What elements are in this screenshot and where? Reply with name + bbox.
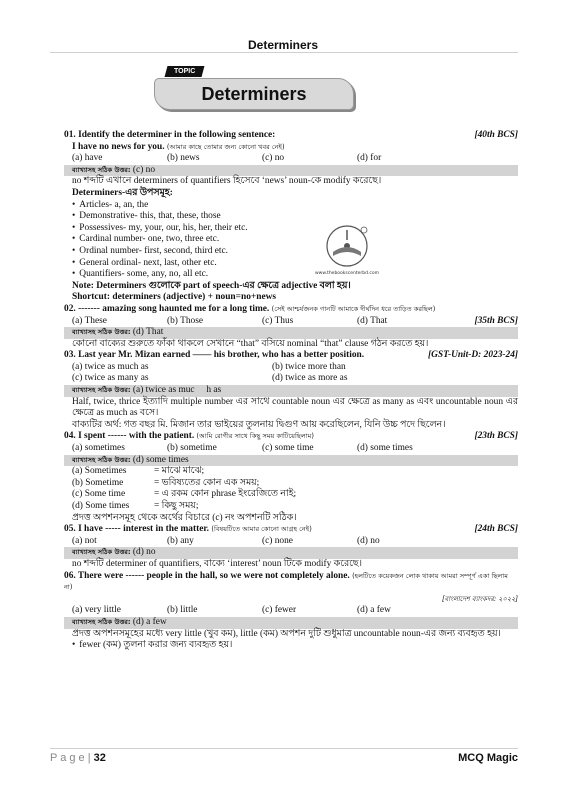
footer-divider <box>50 748 518 749</box>
stamp-logo-icon <box>292 222 402 278</box>
question-3-heading <box>64 350 518 362</box>
topic-banner <box>140 66 340 124</box>
options <box>64 153 518 165</box>
publisher-stamp <box>292 222 402 278</box>
header-divider <box>50 52 518 53</box>
option-b: (b) Those <box>167 315 204 326</box>
options <box>64 316 518 328</box>
answer-bar <box>64 547 518 559</box>
option-c: (c) no <box>262 153 285 164</box>
question-prompt: I have ----- interest in the matter. <box>78 524 210 535</box>
question-4-heading <box>64 431 518 443</box>
answer-label: ব্যাখ্যাসহ সঠিক উত্তর: <box>72 165 131 174</box>
question-number: 02. <box>64 303 76 314</box>
answer-label: ব্যাখ্যাসহ সঠিক উত্তর: <box>72 548 131 557</box>
prompt-translation: (হলটিতে কয়েকজন লোক থাকায় আমরা সম্পূর্ণ একা ছিলাম না) <box>64 571 508 592</box>
answer-bar <box>64 327 518 339</box>
meaning-pair <box>64 466 518 478</box>
page-number-value: 32 <box>93 752 106 764</box>
option-a: (a) have <box>72 153 103 164</box>
option-b: (b) sometime <box>167 443 217 454</box>
pair-term: (a) Sometimes <box>72 466 127 477</box>
options <box>64 605 518 617</box>
question-number: 06. <box>64 570 76 581</box>
question-sentence <box>64 142 518 154</box>
pair-term: (d) Some times <box>72 501 130 511</box>
exam-tag: [40th BCS] <box>474 130 518 140</box>
explanation: Half, twice, thrice ইত্যাদি multiple number এর সাথে countable noun এর ক্ষেত্রে as many as এবং uncountable noun এর ক্ষেত্রে as much as বসে। <box>72 396 518 419</box>
note-list <box>64 640 518 652</box>
answer-bar <box>64 165 518 177</box>
sentence-translation: (আমার কাছে তোমার জন্য কোনো খবর নেই) <box>166 142 285 151</box>
option-a: (a) very little <box>72 605 121 616</box>
option-b: (b) news <box>167 153 200 164</box>
answer-label: ব্যাখ্যাসহ সঠিক উত্তর: <box>72 328 131 337</box>
explanation: প্রদত্ত অপশনসমূহের মধ্যে very little (খুব কম), little (কম) অপশন দুটি শুধুমাত্র uncountable noun-এর জন্য ব্যবহৃত হয়। <box>72 628 501 639</box>
determiner-list <box>64 200 518 281</box>
pair-term: (c) Some time <box>72 489 126 500</box>
question-prompt: Identify the determiner in the following sentence: <box>78 130 276 140</box>
shortcut: Shortcut: determiners (adjective) + noun=no+news <box>72 292 277 303</box>
explanation: প্রদত্ত অপশনসমূহ থেকে অর্থের বিচারে (c) নং অপশনটি সঠিক। <box>72 512 297 523</box>
option-d: (d) no <box>357 535 380 546</box>
answer-bar <box>64 385 518 397</box>
options <box>64 536 518 548</box>
option-d: (d) for <box>357 153 382 164</box>
answer-label: ব্যাখ্যাসহ সঠিক উত্তর: <box>72 455 131 464</box>
book-brand: MCQ Magic <box>458 752 518 764</box>
option-c: (c) none <box>262 535 293 546</box>
option-d: (d) That <box>357 315 388 326</box>
prompt-translation: (সেই আশ্চর্যজনক গানটি আমাকে দীর্ঘদিন ধরে তাড়িত করছিল) <box>271 304 436 313</box>
page-label: P a g e | <box>50 752 91 764</box>
question-6-heading <box>64 571 518 594</box>
answer-bar <box>64 617 518 629</box>
question-prompt: ------- amazing song haunted me for a long time. <box>78 303 270 314</box>
meaning-pair <box>64 489 518 501</box>
explanation: কোনো বাক্যের শুরুতে ফাঁকা থাকলে সেখানে “that” বসিয়ে nominal “that” clause গঠন করতে হয়। <box>72 338 429 349</box>
question-2-heading <box>64 304 518 316</box>
answer-label: ব্যাখ্যাসহ সঠিক উত্তর: <box>72 617 131 626</box>
option-a: (a) twice as much as <box>72 361 149 372</box>
list-item: • Demonstrative- this, that, these, those <box>72 211 518 223</box>
question-prompt: There were ------ people in the hall, so we were not completely alone. <box>77 570 350 581</box>
prompt-translation: (বিষয়টিতে আমার কোনো আগ্রহ নেই) <box>211 525 312 534</box>
list-item: • Cardinal number- one, two, three etc. <box>72 234 518 246</box>
question-prompt: I spent ------ with the patient. <box>78 431 195 442</box>
prompt-translation: (আমি রোগীর সাথে কিছু সময় কাটিয়েছিলাম) <box>196 432 314 441</box>
option-c: (c) twice as many as <box>72 373 149 384</box>
options <box>64 362 518 385</box>
question-number: 05. <box>64 524 76 535</box>
list-item: • Quantifiers- some, any, no, all etc. <box>72 269 518 281</box>
pair-meaning: = কিছু সময়; <box>154 501 199 511</box>
option-b: (b) little <box>167 605 198 616</box>
question-number: 03. <box>64 350 76 361</box>
answer-text: (d) a few <box>132 616 167 627</box>
topic-tag-label: TOPIC <box>174 68 196 75</box>
sub-heading: Determiners-এর উপসমূহ: <box>72 187 173 198</box>
option-c: (c) Thus <box>262 315 294 326</box>
answer-text: (d) some times <box>132 454 189 465</box>
meaning-pair <box>64 501 518 513</box>
answer-text: (a) twice as muc h as <box>132 385 222 396</box>
page-number <box>50 752 106 764</box>
exam-tag-row <box>64 594 518 606</box>
pair-meaning: = ভবিষ্যতের কোন এক সময়; <box>154 477 260 488</box>
question-1-heading <box>64 130 518 142</box>
topic-title: Determiners <box>201 83 307 104</box>
exam-tag: [24th BCS] <box>474 524 518 535</box>
answer-text: (d) no <box>132 547 156 558</box>
options <box>64 443 518 455</box>
list-item: • fewer (কম) তুলনা করার জন্য ব্যবহৃত হয়। <box>72 640 518 652</box>
explanation: no শব্দটি এখানে determiners of quantifiers হিসেবে ‘news’ noun-কে modify করেছে। <box>72 176 382 187</box>
question-number: 04. <box>64 431 76 442</box>
answer-bar <box>64 455 518 467</box>
meaning-pair <box>64 478 518 490</box>
list-item: • Possessives- my, your, our, his, her, their etc. <box>72 223 518 235</box>
running-title: Determiners <box>247 38 319 52</box>
list-item: • Articles- a, an, the <box>72 200 518 212</box>
option-d: (d) some times <box>357 443 413 454</box>
list-item: • General ordinal- next, last, other etc. <box>72 258 518 270</box>
question-number: 01. <box>64 130 76 140</box>
option-c: (c) some time <box>262 443 314 454</box>
exam-tag: [35th BCS] <box>474 315 518 326</box>
exam-tag: [বাংলাদেশ ব্যাংকদর: ২০২২] <box>441 594 518 603</box>
question-prompt: Last year Mr. Mizan earned —— his brother, who has a better position. <box>78 350 365 361</box>
pair-meaning: = এ রকম কোন phrase ইংরেজিতে নাই; <box>154 489 297 500</box>
question-5-heading <box>64 524 518 536</box>
sentence-meaning: বাক্যটির অর্থ: গত বছর মি. মিজান তার ভাইয়ের তুলনায় দ্বিগুণ আয় করেছিলেন, যিনি উচ্চ পদে ছিলেন। <box>72 419 446 430</box>
exam-tag: [GST-Unit-D: 2023-24] <box>427 350 518 361</box>
list-item: • Ordinal number- first, second, third etc. <box>72 246 518 258</box>
pair-meaning: = মাঝে মাঝে; <box>154 466 205 477</box>
stamp-url: www.thebookscenterbd.com <box>315 271 379 276</box>
option-a: (a) not <box>72 535 97 546</box>
option-b: (b) twice more than <box>272 361 346 372</box>
topic-box <box>154 78 354 110</box>
option-d: (d) a few <box>357 605 391 616</box>
option-a: (a) sometimes <box>72 443 125 454</box>
question-list <box>64 130 518 652</box>
answer-label: ব্যাখ্যাসহ সঠিক উত্তর: <box>72 386 131 395</box>
exam-tag: [23th BCS] <box>474 431 518 442</box>
note: Note: Determiners গুলোকে part of speech-এর ক্ষেত্রে adjective বলা হয়। <box>72 280 351 291</box>
option-a: (a) These <box>72 315 107 326</box>
option-d: (d) twice as more as <box>272 373 348 384</box>
answer-text: (d) That <box>132 327 164 338</box>
option-c: (c) fewer <box>262 605 297 616</box>
pair-term: (b) Sometime <box>72 477 124 488</box>
topic-tag <box>165 66 205 77</box>
sentence-text: I have no news for you. <box>72 141 165 152</box>
answer-text: (c) no <box>132 164 156 175</box>
option-b: (b) any <box>167 535 194 546</box>
explanation: no শব্দটি determiner of quantifiers, বাক্যে ‘interest’ noun টিকে modify করেছে। <box>72 558 362 569</box>
